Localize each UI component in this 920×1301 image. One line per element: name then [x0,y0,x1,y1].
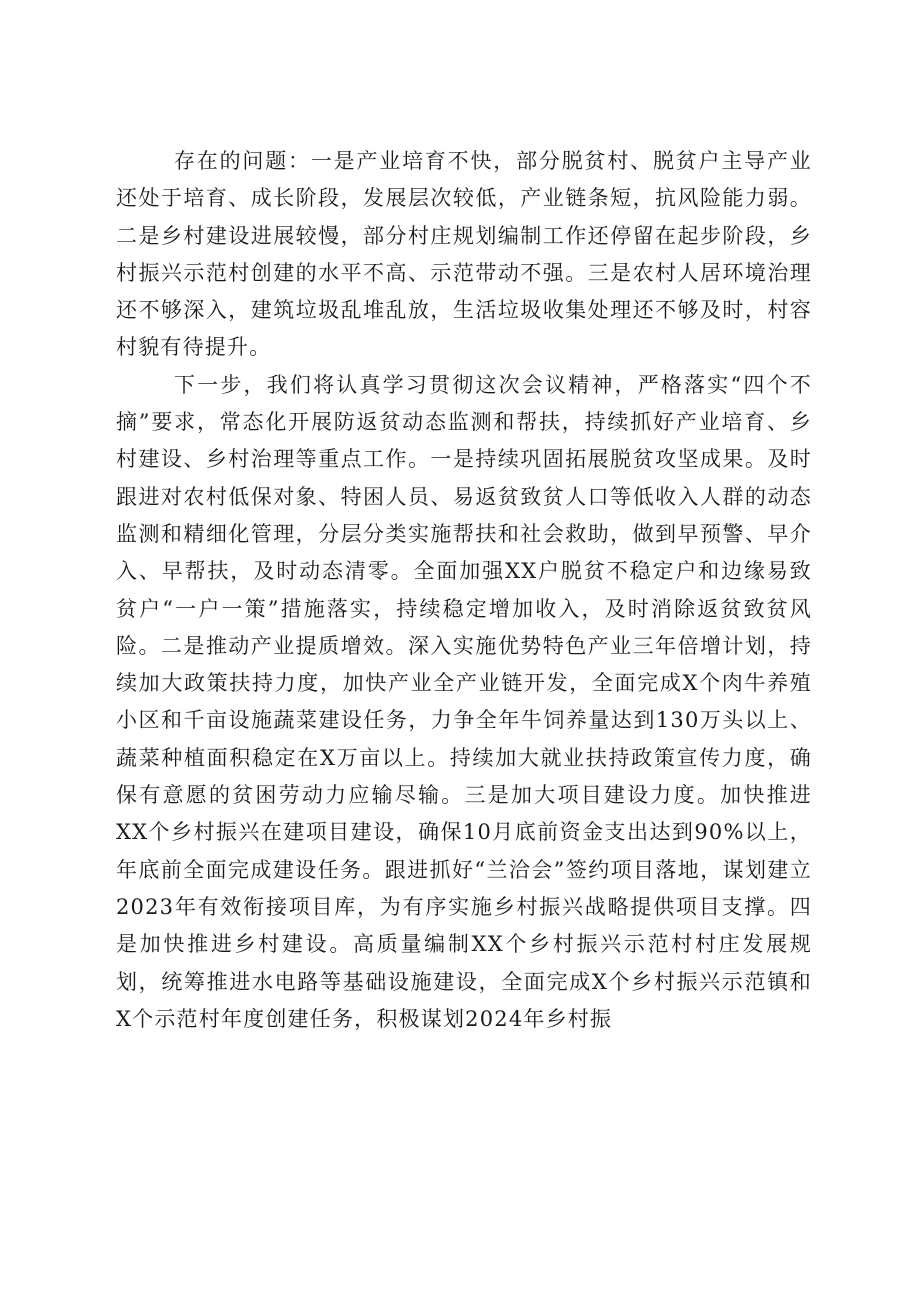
document-body [116,143,812,1038]
paragraph-next-steps: 下一步，我们将认真学习贯彻这次会议精神，严格落实“四个不摘”要求，常态化开展防返贫动态监测和帮扶，持续抓好产业培育、乡村建设、乡村治理等重点工作。一是持续巩固拓展脱贫攻坚成果。及时跟进对农村低保对象、特困人员、易返贫致贫人口等低收入人群的动态监测和精细化管理，分层分类实施帮扶和社会救助，做到早预警、早介入、早帮扶，及时动态清零。全面加强XX户脱贫不稳定户和边缘易致贫户“一户一策”措施落实，持续稳定增加收入，及时消除返贫致贫风险。二是推动产业提质增效。深入实施优势特色产业三年倍增计划，持续加大政策扶持力度，加快产业全产业链开发，全面完成X个肉牛养殖小区和千亩设施蔬菜建设任务，力争全年牛饲养量达到130万头以上、蔬菜种植面积稳定在X万亩以上。持续加大就业扶持政策宣传力度，确保有意愿的贫困劳动力应输尽输。三是加大项目建设力度。加快推进XX个乡村振兴在建项目建设，确保10月底前资金支出达到90%以上，年底前全面完成建设任务。跟进抓好“兰洽会”签约项目落地，谋划建立2023年有效衔接项目库，为有序实施乡村振兴战略提供项目支撑。四是加快推进乡村建设。高质量编制XX个乡村振兴示范村村庄发展规划，统筹推进水电路等基础设施建设，全面完成X个乡村振兴示范镇和X个示范村年度创建任务，积极谋划2024年乡村振 [116,372,812,1031]
paragraph-existing-problems: 存在的问题：一是产业培育不快，部分脱贫村、脱贫户主导产业还处于培育、成长阶段，发展层次较低，产业链条短，抗风险能力弱。二是乡村建设进展较慢，部分村庄规划编制工作还停留在起步阶段，乡村振兴示范村创建的水平不高、示范带动不强。三是农村人居环境治理还不够深入，建筑垃圾乱堆乱放，生活垃圾收集处理还不够及时，村容村貌有待提升。 [116,149,812,360]
